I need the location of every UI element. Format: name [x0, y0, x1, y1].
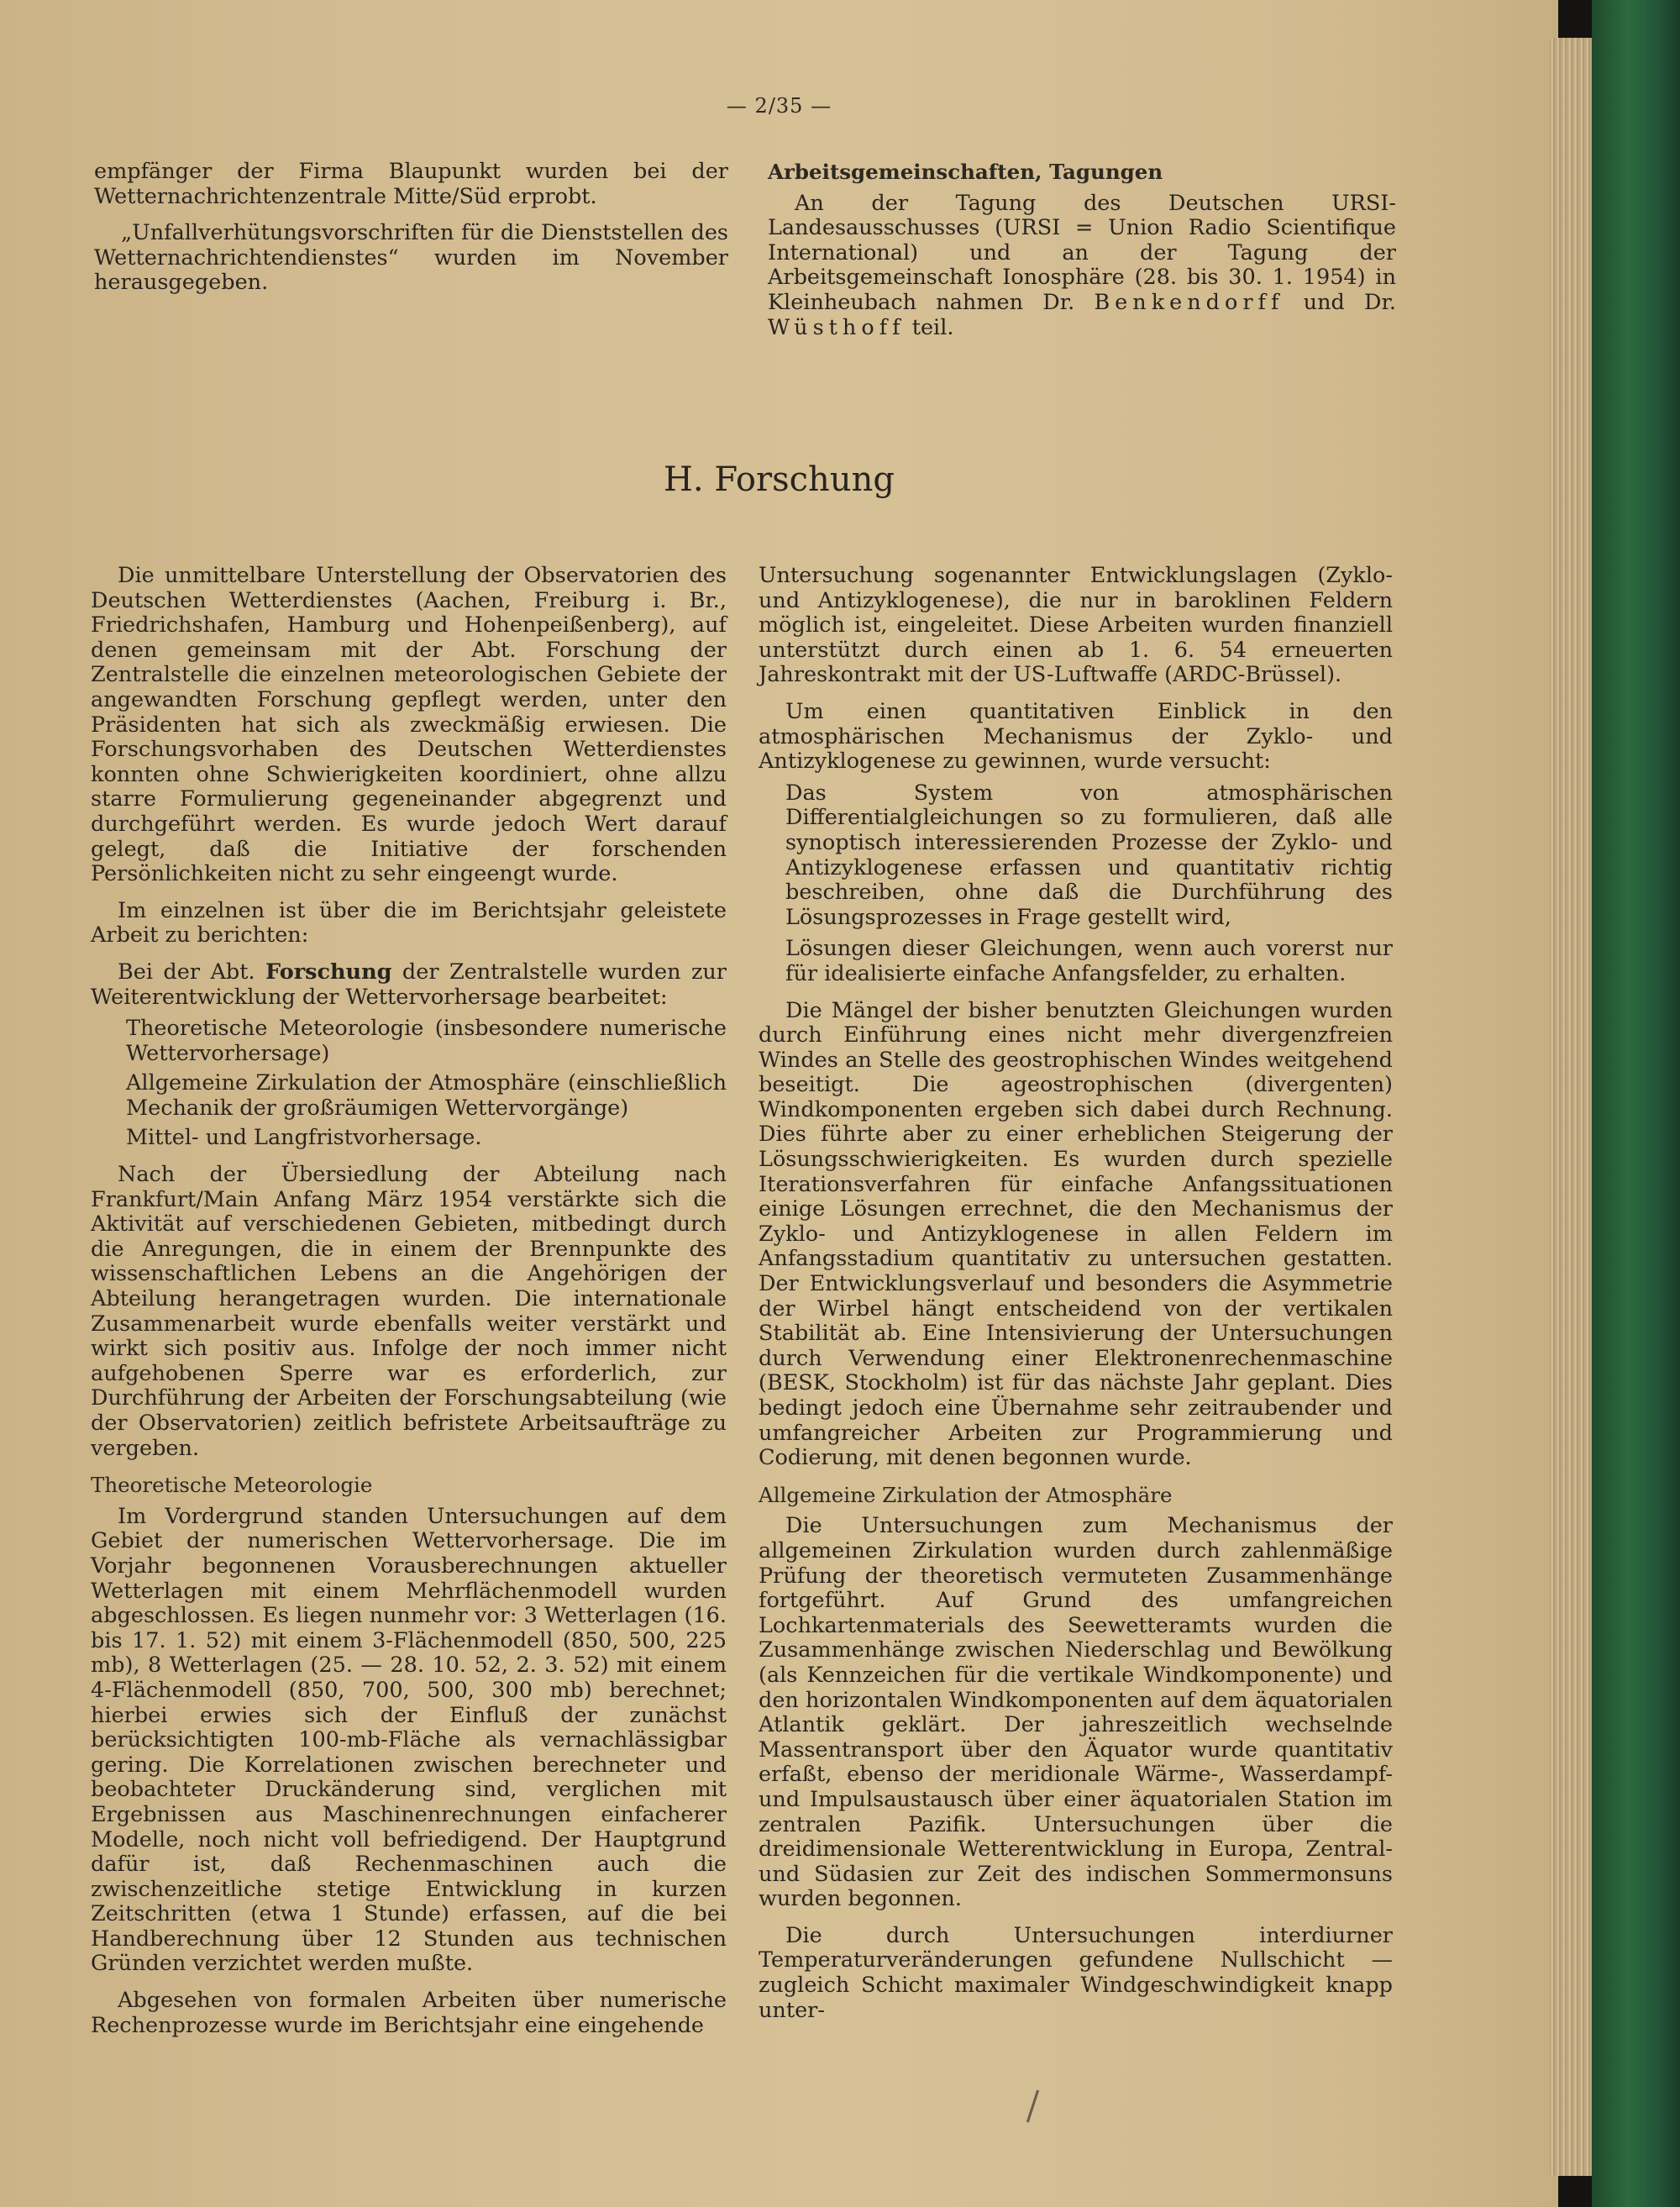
top-left-paragraph-1: empfänger der Firma Blaupunkt wurden bei der Wetternachrichtenzentrale Mitte/Süd erprobt.	[94, 159, 728, 209]
page-number: — 2/35 —	[726, 94, 832, 118]
top-right-column	[768, 160, 1396, 352]
name-benkendorff: Benkendorff	[1094, 289, 1284, 315]
list-item: Allgemeine Zirkulation der Atmosphäre (einschließlich Mechanik der großräumigen Wettervorgänge)	[126, 1070, 727, 1121]
heading-arbeitsgemeinschaften: Arbeitsgemeinschaften, Tagungen	[768, 160, 1163, 184]
left-paragraph-1: Die unmittelbare Unterstellung der Observatorien des Deutschen Wetterdienstes (Aachen, Freiburg i. Br., Friedrichshafen, Hamburg und Hohenpeißenberg), auf denen gemeinsam mit der Abt. Forschung der Zentralstelle die einzelnen meteorologischen Gebiete der angewandten Forschung gepflegt werden, unter den Präsidenten hat sich als zweckmäßig erwiesen. Die Forschungsvorhaben des Deutschen Wetterdienstes konnten ohne Schwierigkeiten koordiniert, ohne allzu starre Formulierung gegeneinander abgegrenzt und durchgeführt werden. Es wurde jedoch Wert darauf gelegt, daß die Initiative der forschenden Persönlichkeiten nicht zu sehr eingeengt wurde.	[91, 563, 727, 887]
list-item: Theoretische Meteorologie (insbesondere numerische Wettervorhersage)	[126, 1016, 727, 1066]
page-edges	[1550, 38, 1592, 2176]
left-column	[91, 564, 727, 2050]
left-paragraph-2: Im einzelnen ist über die im Berichtsjahr geleistete Arbeit zu berichten:	[91, 897, 727, 948]
right-paragraph-4: Die Untersuchungen zum Mechanismus der allgemeinen Zirkulation wurden durch zahlenmäßige Prüfung der theoretisch vermuteten Zusammenhänge fortgeführt. Auf Grund des umfangreichen Lochkartenmaterials des Seewetteramts wurden die Zusammenhänge zwischen Niederschlag und Bewölkung (als Kennzeichen für die vertikale Windkomponente) und den horizontalen Windkomponenten auf dem äquatorialen Atlantik geklärt. Der jahreszeitlich wechselnde Massentransport über den Äquator wurde quantitativ erfaßt, ebenso der meridionale Wärme-, Wasserdampf- und Impulsaustausch über einer äquatorialen Station im zentralen Pazifik. Untersuchungen über die dreidimensionale Wetterentwicklung in Europa, Zentral- und Südasien zur Zeit des indischen Sommermonsuns wurden begonnen.	[759, 1513, 1393, 1912]
list-item: Mittel- und Langfristvorhersage.	[126, 1125, 482, 1151]
left-paragraph-3: Bei der Abt. Forschung der Zentralstelle wurden zur Weiterentwicklung der Wettervorhersage bearbeitet:	[91, 959, 727, 1010]
right-paragraph-2: Um einen quantitativen Einblick in den atmosphärischen Mechanismus der Zyklo- und Antizyklogenese zu gewinnen, wurde versucht:	[759, 698, 1393, 775]
right-column	[759, 564, 1393, 2035]
right-paragraph-5: Die durch Untersuchungen interdiurner Temperaturveränderungen gefundene Nullschicht — zugleich Schicht maximaler Windgeschwindigkeit knapp unter-	[759, 1922, 1393, 2023]
right-paragraph-3: Die Mängel der bisher benutzten Gleichungen wurden durch Einführung eines nicht mehr divergenzfreien Windes an Stelle des geostrophischen Windes weitgehend beseitigt. Die ageostrophischen (divergenten) Windkomponenten ergeben sich dabei durch Rechnung. Dies führte aber zu einer erheblichen Steigerung der Lösungsschwierigkeiten. Es wurden durch spezielle Iterationsverfahren für einfache Anfangssituationen einige Lösungen errechnet, die den Mechanismus der Zyklo- und Antizyklogenese in allen Feldern im Anfangsstadium quantitativ zu untersuchen gestatten. Der Entwicklungsverlauf und besonders die Asymmetrie der Wirbel hängt entscheidend von der vertikalen Stabilität ab. Eine Intensivierung der Untersuchungen durch Verwendung einer Elektronenrechenmaschine (BESK, Stockholm) ist für das nächste Jahr geplant. Dies bedingt jedoch eine Übernahme sehr zeitraubender und umfangreicher Arbeiten zur Programmierung und Codierung, mit denen begonnen wurde.	[759, 997, 1393, 1471]
top-left-column	[94, 160, 728, 307]
top-right-paragraph: An der Tagung des Deutschen URSI-Landesausschusses (URSI = Union Radio Scientifique International) und an der Tagung der Arbeitsgemeinschaft Ionosphäre (28. bis 30. 1. 1954) in Kleinheubach nahmen Dr. Benkendorff und Dr. Wüsthoff teil.	[768, 190, 1396, 340]
forschung-bold: Forschung	[265, 959, 392, 985]
list-item: Das System von atmosphärischen Differentialgleichungen so zu formulieren, daß alle synoptisch interessierenden Prozesse der Zyklo- und Antizyklogenese erfassen und quantitativ richtig beschreiben, ohne daß die Durchführung des Lösungsprozesses in Frage gestellt wird,	[785, 780, 1393, 930]
top-left-paragraph-2: „Unfallverhütungsvorschriften für die Dienststellen des Wetternachrichtendienstes“ wurden im November herausgegeben.	[94, 220, 728, 296]
book-binding	[1592, 0, 1680, 2207]
list-item: Lösungen dieser Gleichungen, wenn auch vorerst nur für idealisierte einfache Anfangsfelder, zu erhalten.	[785, 936, 1393, 986]
heading-theoretische-meteorologie: Theoretische Meteorologie	[91, 1473, 373, 1498]
heading-allgemeine-zirkulation: Allgemeine Zirkulation der Atmosphäre	[759, 1482, 1173, 1507]
name-wuesthoff: Wüsthoff	[768, 314, 906, 340]
left-paragraph-4: Nach der Übersiedlung der Abteilung nach Frankfurt/Main Anfang März 1954 verstärkte sich die Aktivität auf verschiedenen Gebieten, mitbedingt durch die Anregungen, die in einem der Brennpunkte des wissenschaftlichen Lebens an die Angehörigen der Abteilung herangetragen wurden. Die internationale Zusammenarbeit wurde ebenfalls weiter verstärkt und wirkt sich positiv aus. Infolge der noch immer nicht aufgehobenen Sperre war es erforderlich, zur Durchführung der Arbeiten der Forschungsabteilung (wie der Observatorien) zeitlich befristete Arbeitsaufträge zu vergeben.	[91, 1162, 727, 1461]
left-paragraph-5: Im Vordergrund standen Untersuchungen auf dem Gebiet der numerischen Wettervorhersage. Die im Vorjahr begonnenen Vorausberechnungen aktueller Wetterlagen mit einem Mehrflächenmodell wurden abgeschlossen. Es liegen nunmehr vor: 3 Wetterlagen (16. bis 17. 1. 52) mit einem 3-Flächenmodell (850, 500, 225 mb), 8 Wetterlagen (25. — 28. 10. 52, 2. 3. 52) mit einem 4-Flächenmodell (850, 700, 500, 300 mb) berechnet; hierbei erwies sich der Einfluß der zunächst berücksichtigten 100-mb-Fläche als vernachlässigbar gering. Die Korrelationen zwischen berechneter und beobachteter Druckänderung sind, verglichen mit Ergebnissen aus Maschinenrechnungen einfacherer Modelle, noch nicht voll befriedigend. Der Hauptgrund dafür ist, daß Rechenmaschinen auch die zwischenzeitliche stetige Entwicklung in kurzen Zeitschritten (etwa 1 Stunde) erfassen, auf die bei Handberechnung über 12 Stunden aus technischen Gründen verzichtet werden mußte.	[91, 1503, 727, 1977]
section-title: H. Forschung	[664, 460, 895, 499]
left-paragraph-6: Abgesehen von formalen Arbeiten über numerische Rechenprozesse wurde im Berichtsjahr eine eingehende	[91, 1988, 727, 2038]
right-paragraph-1: Untersuchung sogenannter Entwicklungslagen (Zyklo- und Antizyklogenese), die nur in baroklinen Feldern möglich ist, eingeleitet. Diese Arbeiten wurden finanziell unterstützt durch einen ab 1. 6. 54 erneuerten Jahreskontrakt mit der US-Luftwaffe (ARDC-Brüssel).	[759, 563, 1393, 688]
